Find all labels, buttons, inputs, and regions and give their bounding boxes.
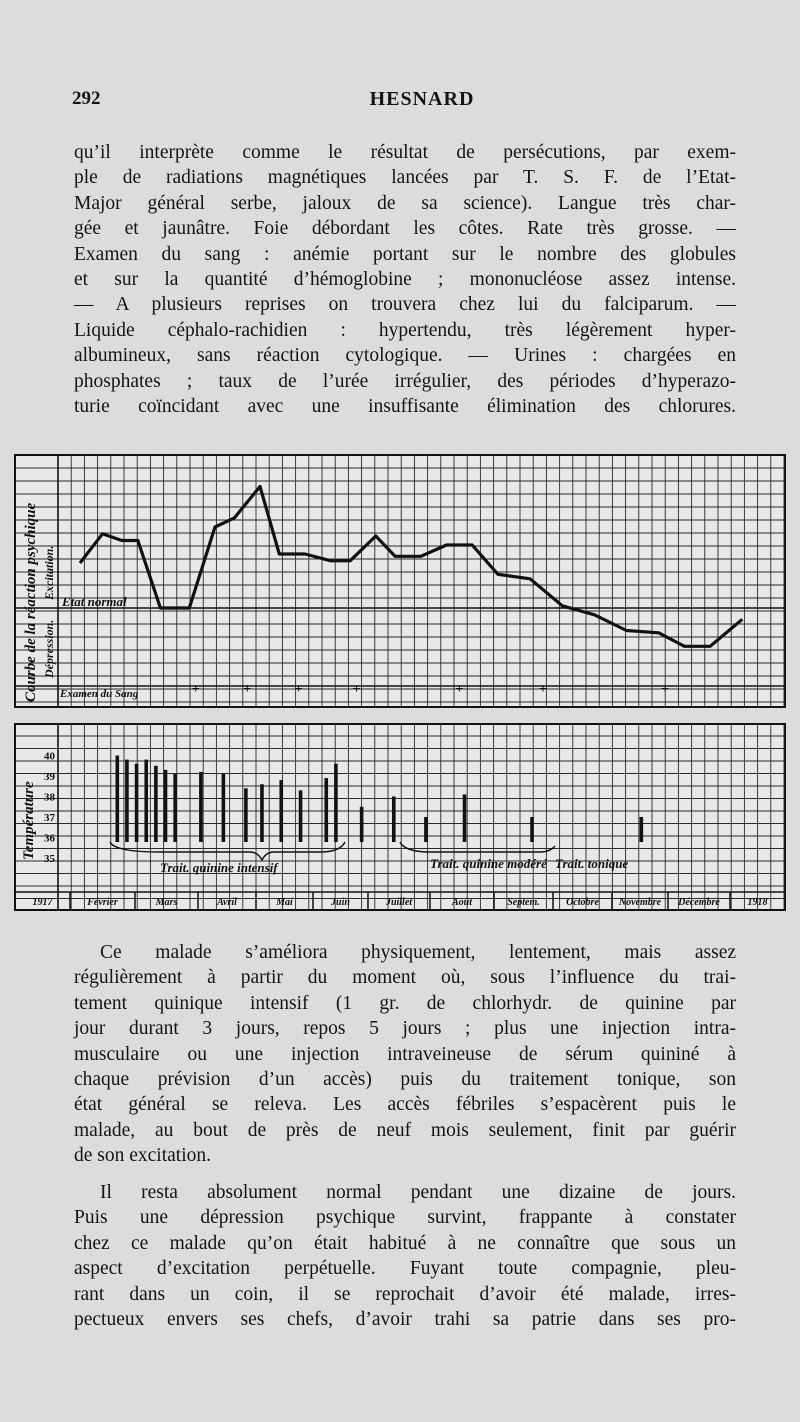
temperature-tick-label: 40: [44, 750, 55, 763]
bottom-axis-title: Température: [21, 781, 37, 860]
blood-exam-marker: +: [661, 682, 670, 697]
text-line: Major général serbe, jaloux de sa science). Langue très char-: [74, 192, 736, 214]
temperature-bar: [463, 794, 467, 842]
text-line: état général se releva. Les accès fébriles s’espacèrent puis le: [74, 1094, 736, 1116]
treatment-label-intensive: Trait. quinine intensif: [160, 860, 278, 875]
psychic-panel-frame: [15, 455, 785, 707]
text-line: rant dans un coin, il se reprochait d’avoir été malade, irres-: [74, 1283, 736, 1305]
month-label: Mars: [155, 897, 178, 908]
text-line: régulièrement à partir du moment où, sous l’influence du trai-: [74, 967, 736, 989]
temperature-tick-label: 39: [44, 771, 55, 783]
blood-exam-marker: +: [191, 682, 200, 697]
excitation-label: Excitation.: [42, 545, 56, 600]
treatment-label-tonic: Trait. tonique: [555, 856, 629, 871]
month-label: Février: [87, 897, 118, 908]
text-line: Il resta absolument normal pendant une dizaine de jours.: [100, 1182, 736, 1203]
temperature-tick-label: 38: [44, 791, 55, 804]
temperature-bar: [115, 756, 119, 843]
text-line: Puis une dépression psychique survint, frappante à constater: [74, 1207, 736, 1229]
temperature-bar: [279, 780, 283, 842]
text-line: jour durant 3 jours, repos 5 jours ; plus une injection intra-: [74, 1018, 736, 1040]
temperature-panel-frame: [15, 724, 785, 910]
temperature-tick-label: 36: [44, 832, 55, 845]
month-label: 1918: [747, 897, 768, 908]
top-axis-title: Courbe de la réaction psychique: [23, 502, 39, 702]
running-head: HESNARD: [369, 88, 475, 110]
temperature-bar: [199, 772, 203, 842]
month-label: Novembre: [618, 897, 662, 908]
paragraph-2: [74, 940, 736, 1169]
clinical-chart-figure: [0, 440, 800, 920]
temperature-bar: [244, 788, 248, 842]
temperature-bar: [324, 778, 328, 842]
paragraph-1: [74, 140, 736, 419]
temperature-bar: [222, 774, 226, 842]
temperature-bar: [392, 797, 396, 843]
depression-label: Dépression.: [42, 619, 56, 678]
text-line: pectueux envers ses chefs, d’avoir trahi sa patrie dans ses pro-: [74, 1309, 736, 1331]
month-label: Août: [451, 897, 473, 908]
text-line: aspect d’excitation perpétuelle. Fuyant toute compagnie, pleu-: [74, 1258, 736, 1280]
blood-exam-marker: +: [243, 682, 252, 697]
text-line: de son excitation.: [74, 1145, 212, 1167]
text-line: Liquide céphalo-rachidien : hypertendu, très légèrement hyper-: [74, 319, 736, 341]
month-label: Mai: [276, 897, 293, 908]
month-label: 1917: [32, 897, 53, 908]
text-line: qu’il interprète comme le résultat de persécutions, par exem-: [74, 142, 736, 163]
blood-exam-marker: +: [352, 682, 361, 697]
temperature-bar: [360, 807, 364, 842]
temperature-bar: [135, 764, 139, 842]
text-line: — A plusieurs reprises on trouvera chez lui du falciparum. —: [74, 294, 736, 316]
temperature-bar: [173, 774, 177, 842]
text-line: musculaire ou une injection intraveineuse de sérum quininé à: [74, 1043, 736, 1065]
temperature-bar: [154, 766, 158, 842]
text-line: chez ce malade qu’on était habitué à ne connaître que sous un: [74, 1232, 736, 1254]
temperature-tick-label: 35: [44, 853, 55, 865]
text-line: ple de radiations magnétiques lancées par T. S. F. de l’Etat-: [74, 167, 736, 189]
temperature-bar: [334, 764, 338, 842]
temperature-bar: [424, 817, 428, 842]
treatment-label-moderate: Trait. quinine modéré: [430, 856, 547, 871]
page-header: [72, 88, 752, 118]
month-label: Juillet: [385, 897, 413, 908]
temperature-bar: [144, 760, 148, 842]
text-line: gée et jaunâtre. Foie débordant les côtes. Rate très grosse. —: [74, 218, 736, 240]
month-label: Juin: [331, 897, 350, 908]
text-line: albumineux, sans réaction cytologique. — Urines : chargées en: [74, 345, 736, 367]
month-label: Septem.: [507, 897, 540, 908]
month-label: Avril: [217, 897, 237, 908]
temperature-bar: [125, 760, 129, 842]
text-line: tement quinique intensif (1 gr. de chlorhydr. de quinine par: [74, 992, 736, 1014]
blood-exam-marker: +: [538, 682, 547, 697]
text-line: et sur la quantité d’hémoglobine ; mononucléose assez intense.: [74, 269, 736, 291]
blood-exam-label: Examen du Sang: [60, 688, 139, 700]
text-line: phosphates ; taux de l’urée irrégulier, des périodes d’hyperazo-: [74, 370, 736, 392]
text-line: Examen du sang : anémie portant sur le nombre des globules: [74, 243, 736, 265]
text-line: turie coïncidant avec une insuffisante élimination des chlorures.: [74, 396, 736, 418]
month-label: Décembre: [678, 897, 720, 908]
temperature-bar: [640, 817, 644, 842]
normal-state-label: Etat normal: [62, 594, 127, 609]
text-line: Ce malade s’améliora physiquement, lentement, mais assez: [100, 942, 736, 963]
text-line: chaque prévision d’un accès) puis du traitement tonique, son: [74, 1069, 736, 1091]
page-number: 292: [72, 88, 101, 109]
blood-exam-marker: +: [294, 682, 303, 697]
temperature-bar: [164, 770, 168, 842]
temperature-bar: [530, 817, 534, 842]
text-line: malade, au bout de près de neuf mois seulement, finit par guérir: [74, 1119, 736, 1141]
paragraph-3: [74, 1180, 736, 1332]
temperature-bar: [260, 784, 264, 842]
temperature-tick-label: 37: [44, 812, 55, 824]
blood-exam-marker: +: [455, 682, 464, 697]
month-label: Octobre: [566, 897, 599, 908]
temperature-bar: [299, 790, 303, 842]
